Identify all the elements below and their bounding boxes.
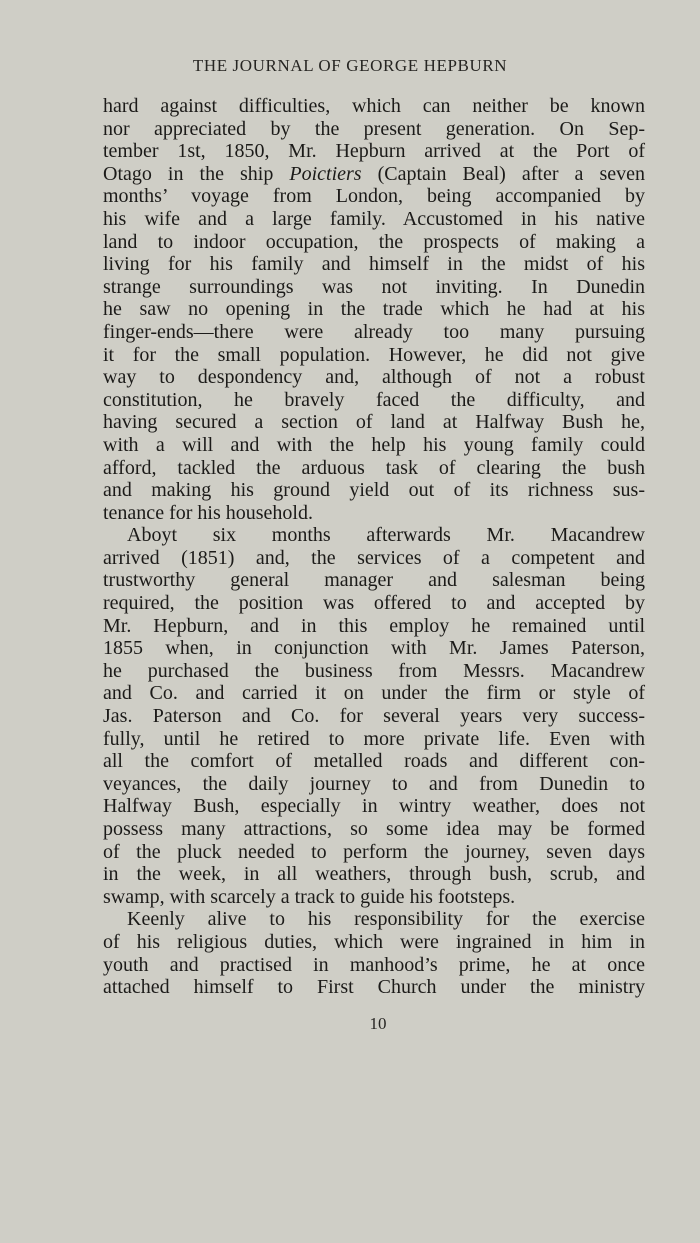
text-line: his wife and a large family. Accustomed in his native xyxy=(103,207,645,230)
text-line: of the pluck needed to perform the journey, seven days xyxy=(103,840,645,863)
text-line: Mr. Hepburn, and in this employ he remained until xyxy=(103,614,645,637)
text-line: Halfway Bush, especially in wintry weather, does not xyxy=(103,795,645,818)
text-line: Jas. Paterson and Co. for several years very success- xyxy=(103,705,645,728)
text-line: arrived (1851) and, the services of a competent and xyxy=(103,546,645,569)
text-line: Aboyt six months afterwards Mr. Macandrew xyxy=(127,524,645,547)
text-line: constitution, he bravely faced the difficulty, and xyxy=(103,388,645,411)
text-line: land to indoor occupation, the prospects of making a xyxy=(103,230,645,253)
text-line: having secured a section of land at Halfway Bush he, xyxy=(103,411,645,434)
text-line: finger-ends—there were already too many pursuing xyxy=(103,320,645,343)
text-line: tenance for his household. xyxy=(103,501,313,524)
text-line: in the week, in all weathers, through bush, scrub, and xyxy=(103,863,645,886)
text-line: possess many attractions, so some idea may be formed xyxy=(103,818,645,840)
text-line: fully, until he retired to more private life. Even with xyxy=(103,727,645,750)
text-line: living for his family and himself in the midst of his xyxy=(103,253,645,276)
paragraph xyxy=(103,524,645,908)
page-number: 10 xyxy=(369,1014,387,1033)
text-line: attached himself to First Church under the ministry xyxy=(103,976,645,999)
text-line: afford, tackled the arduous task of clearing the bush xyxy=(103,456,645,479)
text-line: hard against difficulties, which can neither be known xyxy=(103,95,645,117)
text-line: 1855 when, in conjunction with Mr. James Paterson, xyxy=(103,637,645,660)
text-line: tember 1st, 1850, Mr. Hepburn arrived at the Port of xyxy=(103,140,645,163)
text-line: youth and practised in manhood’s prime, he at once xyxy=(103,953,645,976)
running-head: THE JOURNAL OF GEORGE HEPBURN xyxy=(192,56,508,75)
text-line: he saw no opening in the trade which he had at his xyxy=(103,298,645,321)
text-line: and Co. and carried it on under the firm or style of xyxy=(103,682,645,705)
text-line: and making his ground yield out of its richness sus- xyxy=(103,479,645,502)
text-line: Otago in the ship Poictiers (Captain Beal) after a seven xyxy=(103,162,645,185)
text-line: months’ voyage from London, being accompanied by xyxy=(103,185,645,208)
text-line: swamp, with scarcely a track to guide his footsteps. xyxy=(103,885,516,908)
text-line: strange surroundings was not inviting. In Dunedin xyxy=(103,275,645,298)
paragraph xyxy=(103,908,645,998)
body-text xyxy=(103,95,645,999)
paragraph xyxy=(103,95,645,524)
text-line: required, the position was offered to and accepted by xyxy=(103,592,645,615)
text-line: of his religious duties, which were ingrained in him in xyxy=(103,930,645,953)
text-line: with a will and with the help his young family could xyxy=(103,433,645,456)
text-line: all the comfort of metalled roads and different con- xyxy=(103,750,645,773)
text-line: it for the small population. However, he did not give xyxy=(103,343,645,366)
text-line: veyances, the daily journey to and from Dunedin to xyxy=(103,772,645,795)
text-line: nor appreciated by the present generation. On Sep- xyxy=(103,117,645,140)
ship-name: Poictiers xyxy=(289,162,362,185)
text-line: he purchased the business from Messrs. Macandrew xyxy=(103,659,645,682)
text-line: Keenly alive to his responsibility for the exercise xyxy=(127,908,645,931)
text-line: trustworthy general manager and salesman being xyxy=(103,569,645,592)
text-line: way to despondency and, although of not a robust xyxy=(103,366,645,389)
